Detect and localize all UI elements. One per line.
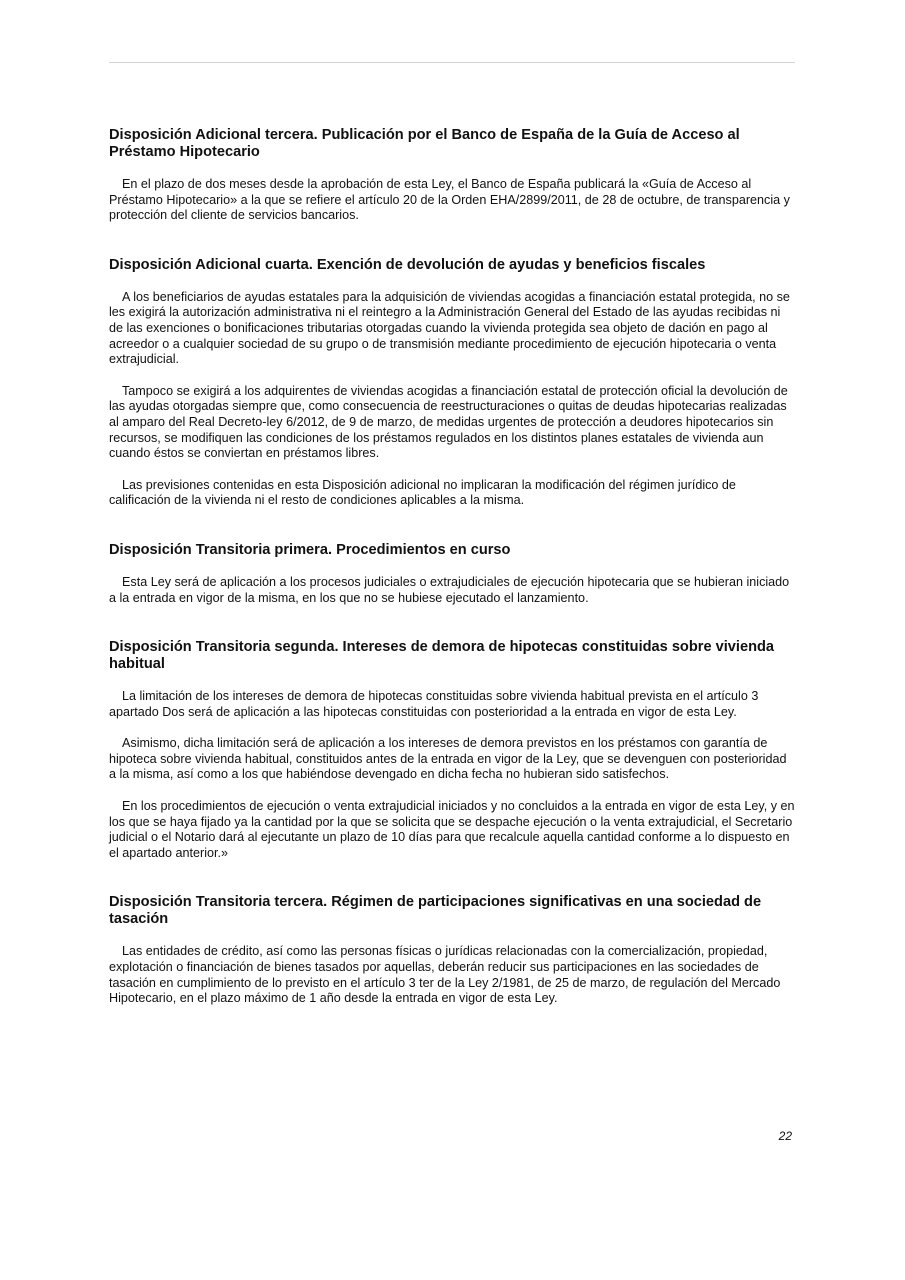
paragraph: Las previsiones contenidas en esta Disposición adicional no implicaran la modificación del régimen jurídico de calificación de la vivienda ni el resto de condiciones aplicables a la misma. <box>109 477 736 508</box>
paragraph: La limitación de los intereses de demora de hipotecas constituidas sobre vivienda habitual prevista en el artículo 3 apartado Dos será de aplicación a las hipotecas constituidas con posterioridad a la entrada en vigor de esta Ley. <box>109 689 759 719</box>
section-heading: Disposición Adicional tercera. Publicación por el Banco de España de la Guía de Acceso al Préstamo Hipotecario <box>109 127 740 160</box>
header-divider <box>109 62 795 63</box>
document-body <box>109 127 795 1007</box>
section-transitoria-primera <box>109 542 795 606</box>
paragraph: En el plazo de dos meses desde la aprobación de esta Ley, el Banco de España publicará la «Guía de Acceso al Préstamo Hipotecario» a la que se refiere el artículo 20 de la Orden EHA/2899/2011, de 28 de octubre, de transparencia y protección del cliente de servicios bancarios. <box>109 177 790 223</box>
paragraph: Las entidades de crédito, así como las personas físicas o jurídicas relacionadas con la comercialización, propiedad, explotación o financiación de bienes tasados por aquellas, deberán reducir sus participaciones en las sociedades de tasación en cumplimiento de lo previsto en el artículo 3 ter de la Ley 2/1981, de 25 de marzo, de regulación del Mercado Hipotecario, en el plazo máximo de 1 año desde la entrada en vigor de esta Ley. <box>109 944 781 1006</box>
section-heading: Disposición Adicional cuarta. Exención de devolución de ayudas y beneficios fiscales <box>109 256 706 273</box>
page-number: 22 <box>778 1129 792 1143</box>
section-heading: Disposición Transitoria segunda. Intereses de demora de hipotecas constituidas sobre vivienda habitual <box>109 639 775 673</box>
section-transitoria-tercera <box>109 894 795 1006</box>
section-transitoria-segunda <box>109 639 795 861</box>
paragraph: A los beneficiarios de ayudas estatales para la adquisición de viviendas acogidas a financiación estatal protegida, no se les exigirá la autorización administrativa ni el reintegro a la Administración General del Estado de las ayudas recibidas ni de las exenciones o bonificaciones tributarias otorgadas cuando la vivienda protegida sea objeto de dación en pago al acreedor o a cualquier sociedad de su grupo o de transmisión mediante procedimiento de ejecución hipotecaria o venta extrajudicial. <box>109 289 790 367</box>
paragraph: Asimismo, dicha limitación será de aplicación a los intereses de demora previstos en los préstamos con garantía de hipoteca sobre vivienda habitual, constituidos antes de la entrada en vigor de la Ley, que se devenguen con posterioridad a la misma, así como a los que habiéndose devengado en dicha fecha no hubieran sido satisfechos. <box>109 736 787 782</box>
paragraph: Tampoco se exigirá a los adquirentes de viviendas acogidas a financiación estatal de protección oficial la devolución de las ayudas otorgadas siempre que, como consecuencia de reestructuraciones o quitas de deudas hipotecarias realizadas al amparo del Real Decreto-ley 6/2012, de 9 de marzo, de medidas urgentes de protección a deudores hipotecarios sin recursos, se modifiquen las condiciones de los préstamos regulados en los distintos planes estatales de vivienda aun cuando éstos se conviertan en préstamos libres. <box>109 383 788 461</box>
paragraph: Esta Ley será de aplicación a los procesos judiciales o extrajudiciales de ejecución hipotecaria que se hubieran iniciado a la entrada en vigor de la misma, en los que no se hubiese ejecutado el lanzamiento. <box>109 574 790 605</box>
section-adicional-cuarta <box>109 257 795 509</box>
section-heading: Disposición Transitoria primera. Procedimientos en curso <box>109 541 511 558</box>
section-heading: Disposición Transitoria tercera. Régimen de participaciones significativas en una sociedad de tasación <box>109 894 762 928</box>
section-adicional-tercera <box>109 127 795 224</box>
paragraph: En los procedimientos de ejecución o venta extrajudicial iniciados y no concluidos a la entrada en vigor de esta Ley, y en los que se haya fijado ya la cantidad por la que se solicita que se despache ejecución o la venta extrajudicial, el Secretario judicial o el Notario dará al ejecutante un plazo de 10 días para que recalcule aquella cantidad conforme a lo dispuesto en el apartado anterior.» <box>109 799 795 860</box>
